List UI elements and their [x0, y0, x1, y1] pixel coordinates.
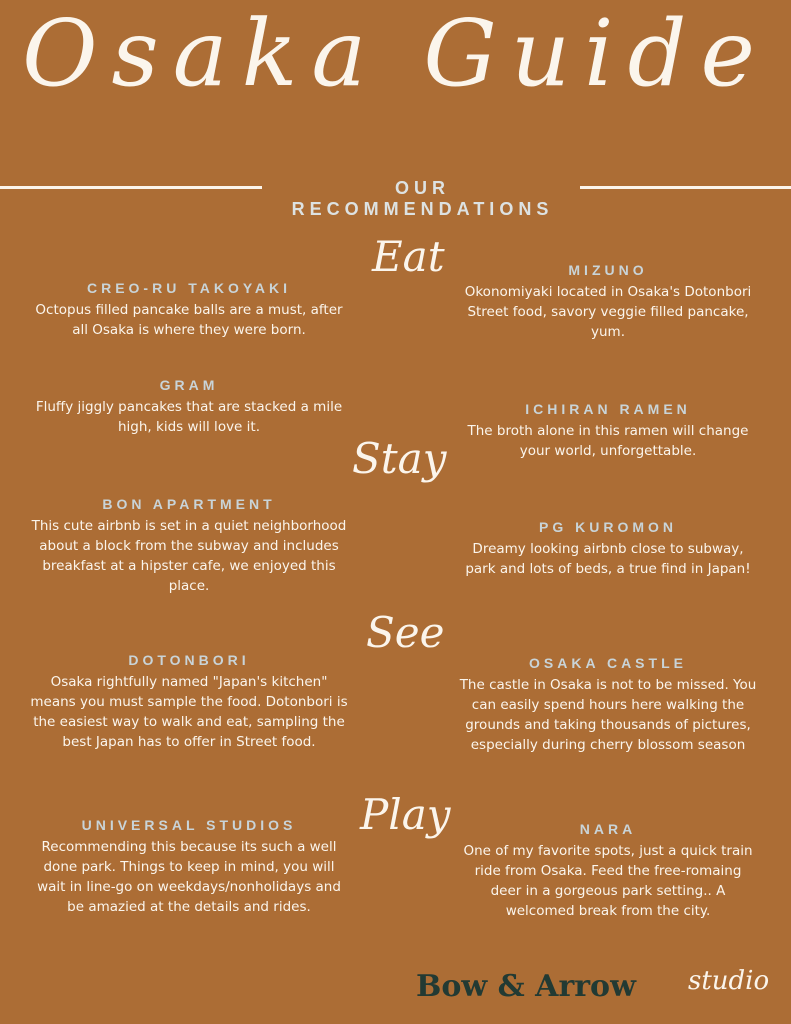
list-item: [30, 377, 348, 437]
item-name: GRAM: [159, 377, 219, 393]
section-label-play: Play: [360, 790, 451, 839]
page-title: Osaka Guide: [22, 0, 769, 107]
list-item: [458, 262, 758, 342]
item-name: MIZUNO: [568, 262, 648, 278]
item-name: BON APARTMENT: [102, 496, 276, 512]
section-label-stay: Stay: [352, 434, 447, 483]
list-item: [458, 655, 758, 755]
item-name: PG KUROMON: [539, 519, 677, 535]
list-item: [30, 652, 348, 752]
item-name: CREO-RU TAKOYAKI: [86, 280, 291, 296]
item-description: Osaka rightfully named "Japan's kitchen" means you must sample the food. Dotonbori is the easiest way to walk and eat, sampling the best Japan has to offer in Street food.: [30, 674, 348, 750]
item-name: ICHIRAN RAMEN: [525, 401, 691, 417]
item-description: Fluffy jiggly pancakes that are stacked a mile high, kids will love it.: [35, 399, 343, 435]
header-divider-right: [580, 186, 791, 189]
list-item: [458, 519, 758, 579]
item-description: The castle in Osaka is not to be missed. You can easily spend hours here walking the grounds and taking thousands of pictures, especially during cherry blossom season: [459, 677, 757, 753]
list-item: [458, 821, 758, 921]
brand-logo-sub: studio: [688, 966, 770, 996]
item-description: Octopus filled pancake balls are a must, after all Osaka is where they were born.: [35, 302, 343, 338]
item-description: One of my favorite spots, just a quick train ride from Osaka. Feed the free-romaing deer in a gorgeous park setting.. A welcomed break from the city.: [463, 843, 753, 919]
section-label-see: See: [366, 608, 445, 657]
list-item: [30, 280, 348, 340]
page-subtitle: OUR RECOMMENDATIONS: [291, 178, 554, 219]
list-item: [30, 496, 348, 596]
list-item: [458, 401, 758, 461]
item-description: The broth alone in this ramen will change your world, unforgettable.: [467, 423, 749, 459]
item-description: Recommending this because its such a well done park. Things to keep in mind, you will wait in line-go on weekdays/nonholidays and be amazied at the details and rides.: [37, 839, 341, 915]
item-description: Dreamy looking airbnb close to subway, park and lots of beds, a true find in Japan!: [465, 541, 751, 577]
item-name: UNIVERSAL STUDIOS: [81, 817, 297, 833]
item-name: DOTONBORI: [128, 652, 250, 668]
item-description: This cute airbnb is set in a quiet neighborhood about a block from the subway and includes breakfast at a hipster cafe, we enjoyed this place.: [31, 518, 347, 594]
list-item: [30, 817, 348, 917]
item-name: OSAKA CASTLE: [529, 655, 687, 671]
item-description: Okonomiyaki located in Osaka's Dotonbori Street food, savory veggie filled pancake, yum.: [464, 284, 752, 340]
section-label-eat: Eat: [372, 232, 445, 281]
brand-logo: Bow & Arrow: [416, 969, 636, 1004]
item-name: NARA: [579, 821, 637, 837]
header-divider-left: [0, 186, 262, 189]
